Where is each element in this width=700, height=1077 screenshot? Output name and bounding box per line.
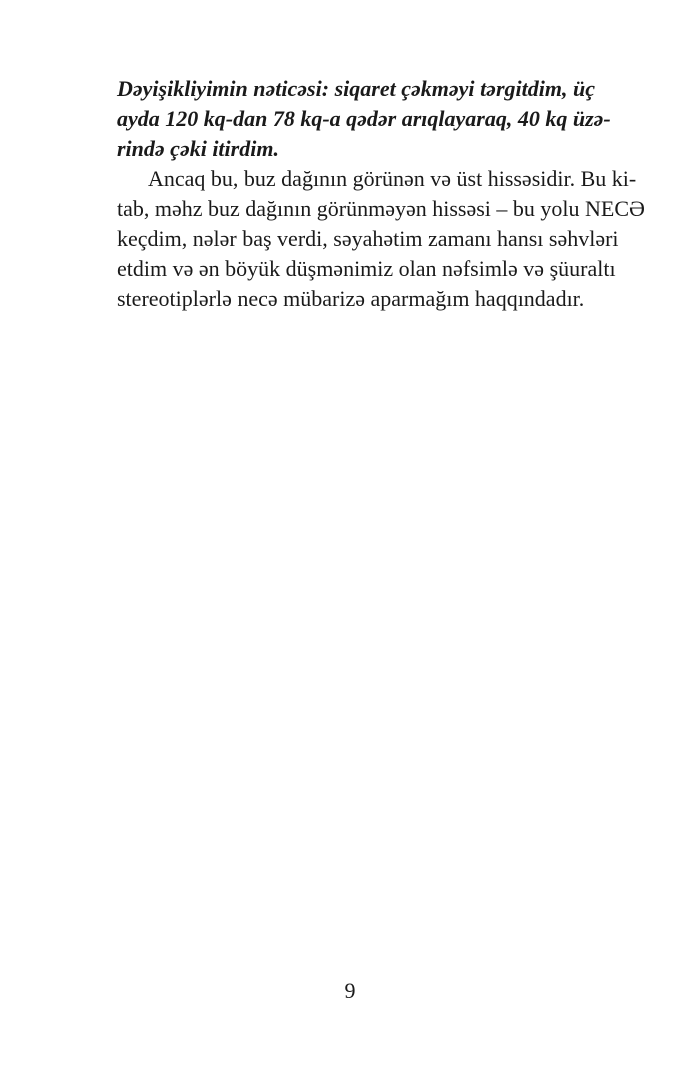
body-text [117,74,645,314]
text-line: Dəyişikliyimin nəticəsi: siqaret çəkməyi tərgitdim, üç [117,76,595,101]
text-line: Ancaq bu, buz dağının görünən və üst hissəsidir. Bu ki- [148,166,637,191]
result-paragraph [117,74,611,164]
text-line: keçdim, nələr baş verdi, səyahətim zamanı hansı səhvləri [117,226,619,251]
text-line: etdim və ən böyük düşmənimiz olan nəfsimlə və şüuraltı [117,256,616,281]
text-line: stereotiplərlə necə mübarizə aparmağım haqqındadır. [117,286,585,311]
text-line: rində çəki itirdim. [117,136,279,161]
intro-paragraph [117,164,645,314]
text-line: ayda 120 kq-dan 78 kq-a qədər arıqlayaraq, 40 kq üzə- [117,106,611,131]
page-number: 9 [344,978,356,1003]
text-line: tab, məhz buz dağının görünməyən hissəsi – bu yolu NECƏ [117,196,645,221]
